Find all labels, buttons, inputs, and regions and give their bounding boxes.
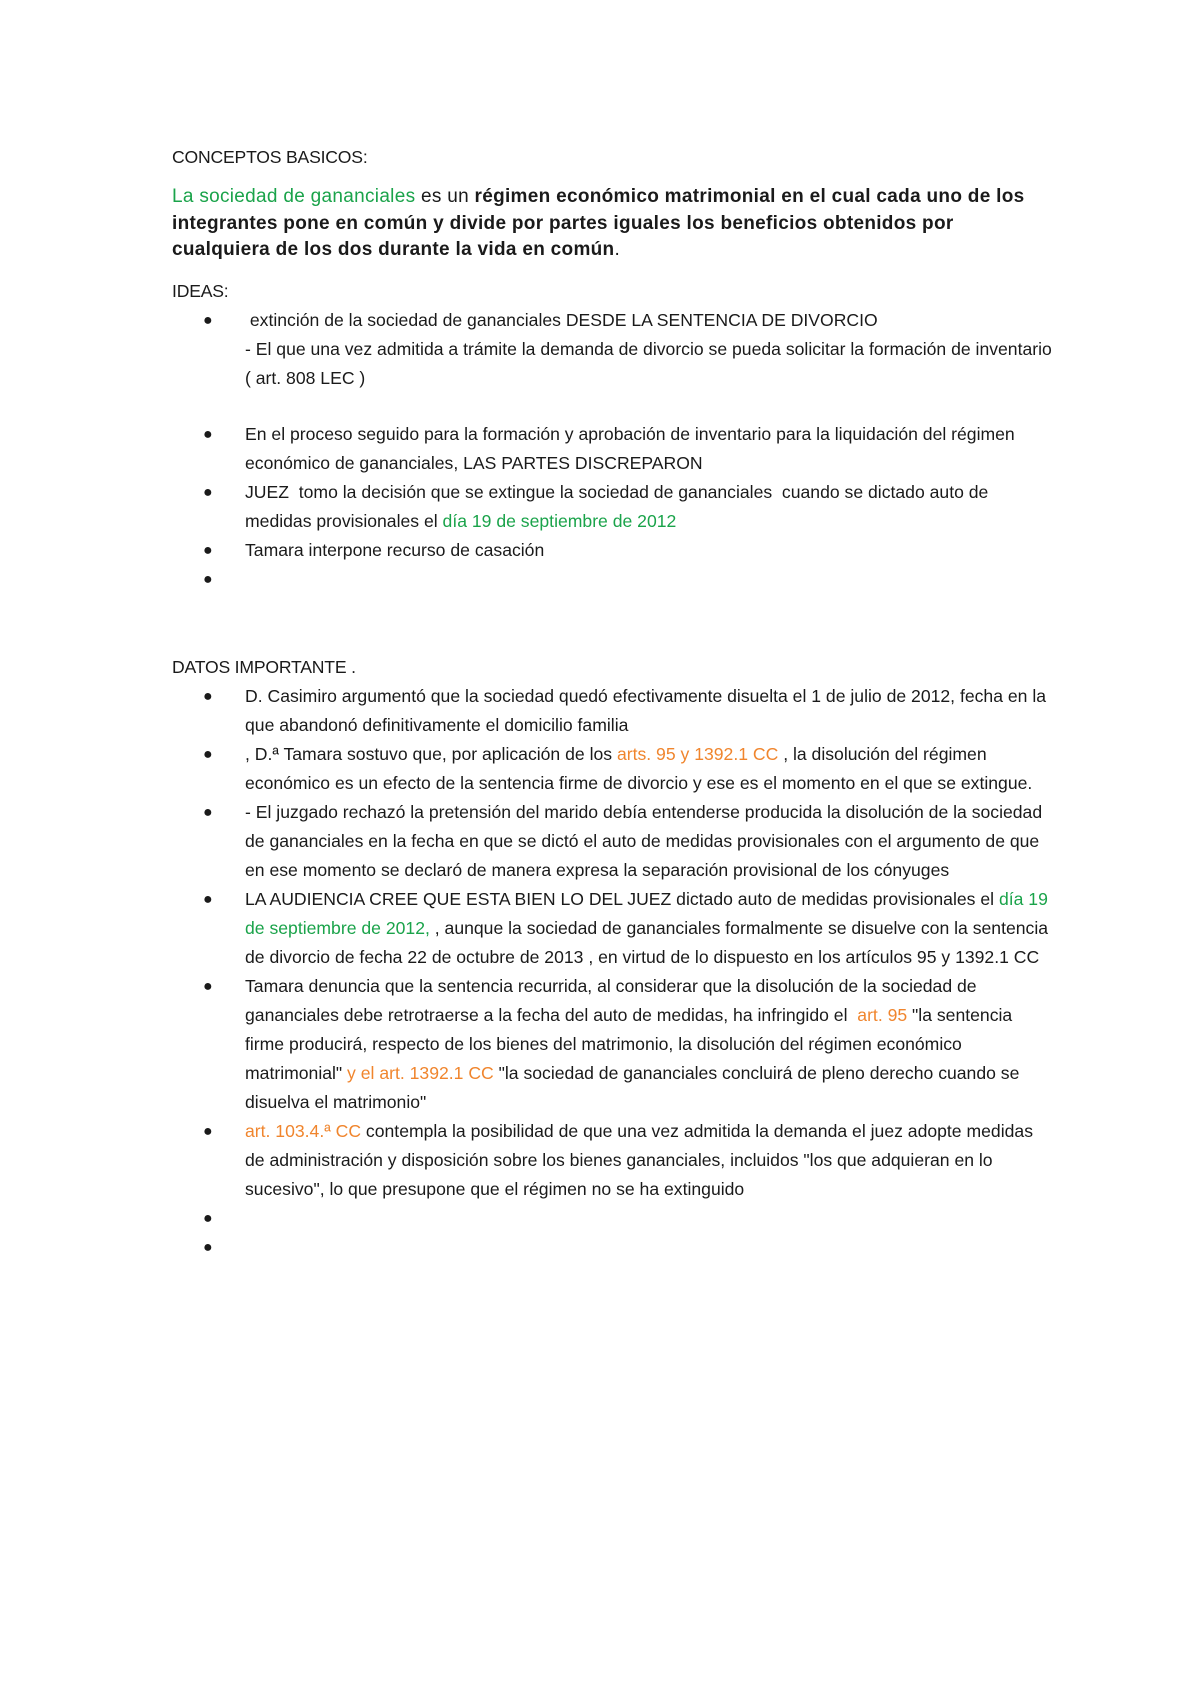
datos-text: Tamara denuncia que la sentencia recurrida, al considerar que la disolución de la sociedad de gananciales debe retrotraerse a la fecha del auto de medidas, ha infringido el <box>245 975 982 1025</box>
idea-text: En el proceso seguido para la formación y aprobación de inventario para la liquidación del régimen económico de gananciales, LAS PARTES DISCREPARON <box>245 423 1015 473</box>
idea-text: extinción de la sociedad de gananciales DESDE LA SENTENCIA DE DIVORCIO <box>245 309 878 330</box>
conceptos-heading: CONCEPTOS BASICOS: <box>172 147 368 167</box>
list-item <box>172 740 1052 798</box>
bullet-icon: ● <box>203 570 213 588</box>
list-item <box>172 306 1052 393</box>
list-item <box>172 682 1052 740</box>
idea-date: día 19 de septiembre de 2012 <box>442 510 677 531</box>
list-item <box>172 798 1052 885</box>
datos-heading: DATOS IMPORTANTE . <box>172 656 356 677</box>
datos-quote: "la sentencia firme producirá, respecto de los bienes del matrimonio, la disolución del régimen económico matrimonial" <box>245 1004 1013 1083</box>
datos-list <box>172 682 1052 1262</box>
datos-article-ref: y el art. 1392.1 CC <box>342 1062 494 1083</box>
datos-date: día 19 de septiembre de 2012, <box>245 888 1048 938</box>
list-item <box>172 1204 1052 1233</box>
definition-paragraph <box>172 184 1052 264</box>
datos-text: contempla la posibilidad de que una vez admitida la demanda el juez adopte medidas de administración y disposición sobre los bienes gananciales, incluidos "los que adquieran en lo sucesivo", lo que presupone que el régimen no se ha extinguido <box>245 1120 1033 1199</box>
datos-article-ref: art. 95 <box>857 1004 908 1025</box>
bullet-icon: ● <box>203 425 213 443</box>
datos-article-ref: arts. 95 y 1392.1 CC <box>616 743 779 764</box>
datos-text: D. Casimiro argumentó que la sociedad quedó efectivamente disuelta el 1 de julio de 2012, fecha en la que abandonó definitivamente el domicilio familia <box>245 685 1047 735</box>
bullet-icon: ● <box>203 803 213 821</box>
bullet-icon: ● <box>203 977 213 995</box>
datos-text: LA AUDIENCIA CREE QUE ESTA BIEN LO DEL JUEZ dictado auto de medidas provisionales el <box>245 888 999 909</box>
definition-body: régimen económico matrimonial en el cual cada uno de los integrantes pone en común y divide por partes iguales los beneficios obtenidos por cualquiera de los dos durante la vida en común <box>172 186 1025 260</box>
list-item <box>172 565 1052 594</box>
list-item <box>172 1117 1052 1204</box>
idea-subtext: - El que una vez admitida a trámite la demanda de divorcio se pueda solicitar la formación de inventario ( art. 808 LEC ) <box>245 338 1052 388</box>
bullet-icon: ● <box>203 1122 213 1140</box>
bullet-icon: ● <box>203 890 213 908</box>
bullet-icon: ● <box>203 541 213 559</box>
bullet-icon: ● <box>203 1238 213 1256</box>
datos-text: , D.ª Tamara sostuvo que, por aplicación de los <box>245 743 617 764</box>
datos-text: , la disolución del régimen económico es un efecto de la sentencia firme de divorcio y ese es el momento en el que se extingue. <box>245 743 1033 793</box>
idea-text: JUEZ tomo la decisión que se extingue la sociedad de gananciales cuando se dictado auto de medidas provisionales el <box>245 481 994 531</box>
bullet-icon: ● <box>203 311 213 329</box>
list-item <box>172 972 1052 1117</box>
definition-end: . <box>614 239 621 260</box>
datos-quote: "la sociedad de gananciales concluirá de pleno derecho cuando se disuelva el matrimonio" <box>245 1062 1020 1112</box>
list-item <box>172 420 1052 478</box>
bullet-icon: ● <box>203 483 213 501</box>
definition-connector: es un <box>415 186 475 207</box>
bullet-icon: ● <box>203 1209 213 1227</box>
list-item <box>172 478 1052 536</box>
ideas-list <box>172 306 1052 594</box>
ideas-heading: IDEAS: <box>172 280 229 301</box>
datos-text: - El juzgado rechazó la pretensión del marido debía entenderse producida la disolución de la sociedad de gananciales en la fecha en que se dictó el auto de medidas provisionales con el argumento de que en ese momento se declaró de manera expresa la separación provisional de los cónyuges <box>245 801 1043 880</box>
list-item <box>172 885 1052 972</box>
list-item <box>172 536 1052 565</box>
document-content <box>172 143 1052 1262</box>
idea-text: Tamara interpone recurso de casación <box>245 539 545 560</box>
datos-article-ref: art. 103.4.ª CC <box>245 1120 362 1141</box>
definition-term: La sociedad de gananciales <box>172 186 416 207</box>
bullet-icon: ● <box>203 745 213 763</box>
bullet-icon: ● <box>203 687 213 705</box>
list-item <box>172 1233 1052 1262</box>
datos-text: , aunque la sociedad de gananciales formalmente se disuelve con la sentencia de divorcio de fecha 22 de octubre de 2013 , en virtud de lo dispuesto en los artículos 95 y 1392.1 CC <box>245 917 1049 967</box>
